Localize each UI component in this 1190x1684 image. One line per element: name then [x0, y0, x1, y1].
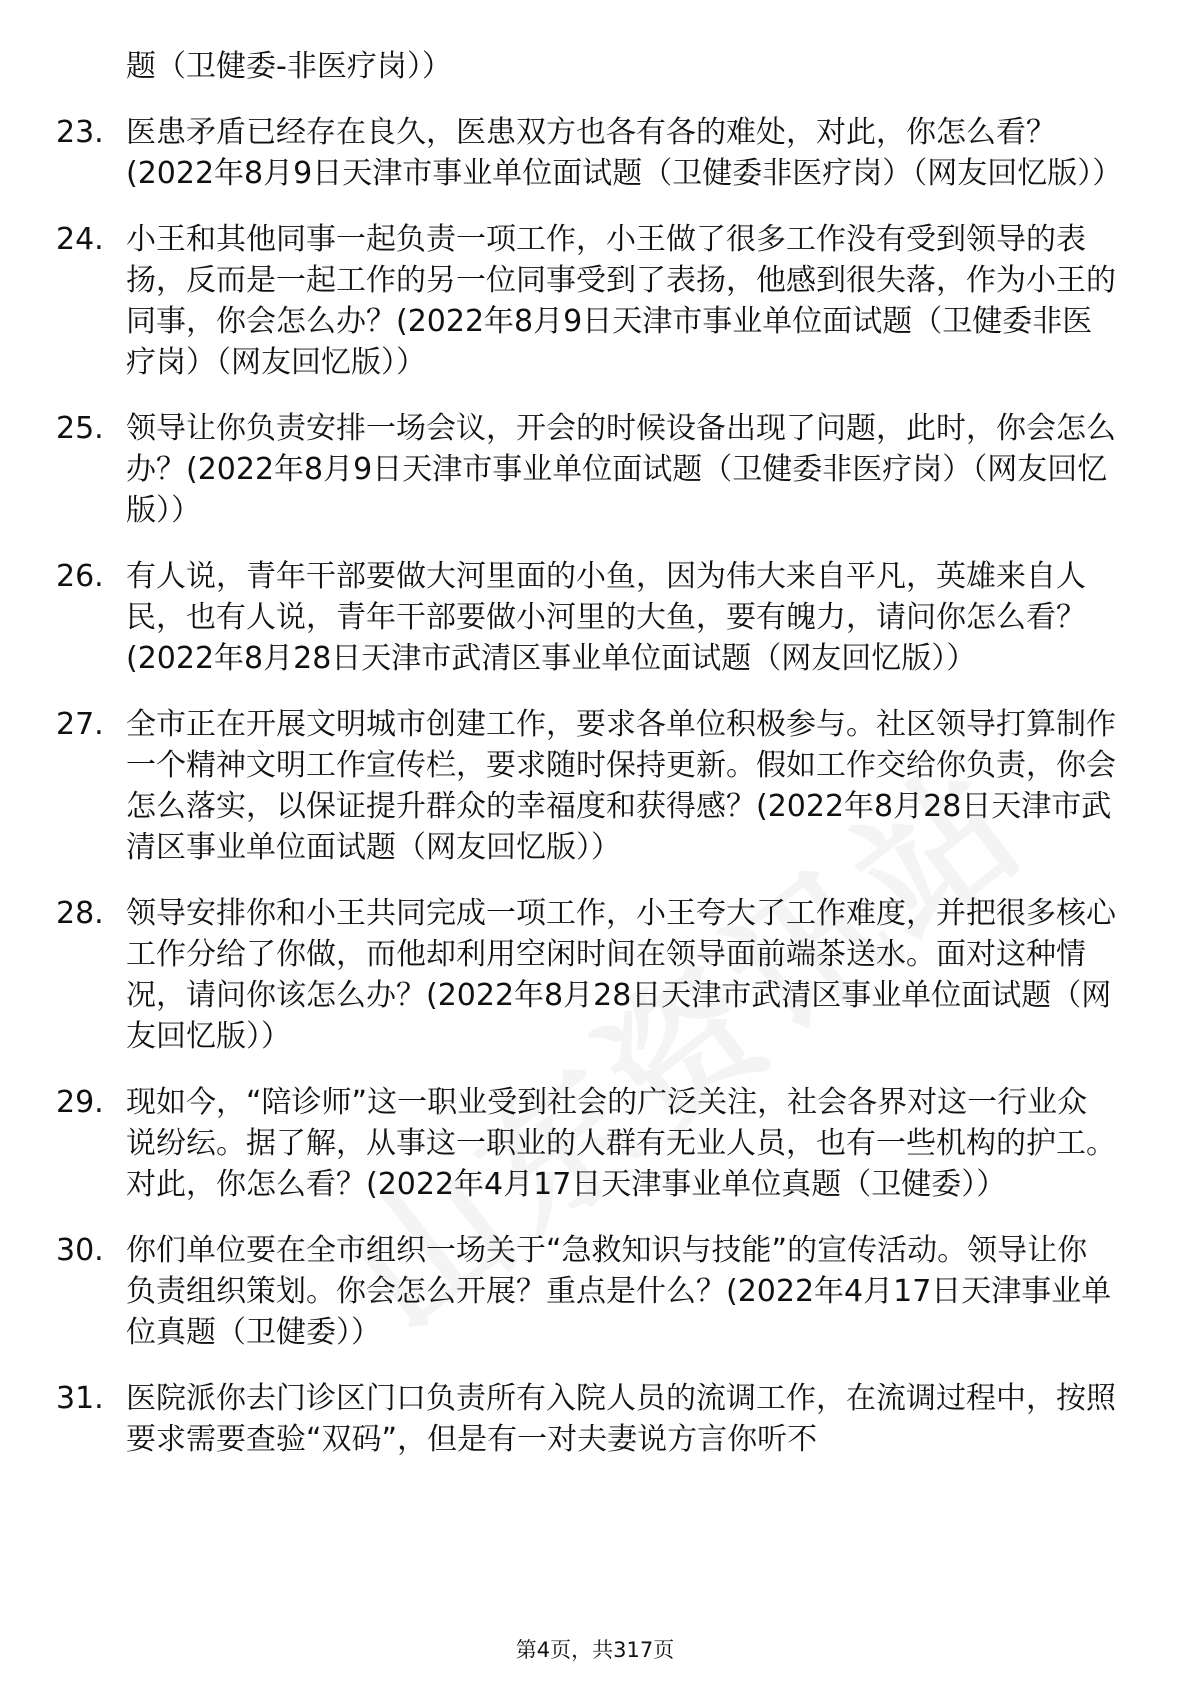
- continuation-text: 题（卫健委-非医疗岗））: [126, 49, 452, 84]
- question-number: 23.: [56, 115, 104, 150]
- question-number: 28.: [56, 896, 104, 931]
- question-number: 26.: [56, 559, 104, 594]
- question-item: [56, 1230, 1116, 1353]
- question-item: [56, 219, 1116, 383]
- question-number: 31.: [56, 1381, 104, 1416]
- question-number: 24.: [56, 222, 104, 257]
- question-item: [56, 1378, 1116, 1460]
- question-text: 现如今，“陪诊师”这一职业受到社会的广泛关注，社会各界对这一行业众说纷纭。据了解，从事这一职业的人群有无业人员，也有一些机构的护工。对此，你怎么看？(2022年4月17日天津事业单位真题（卫健委））: [126, 1085, 1116, 1202]
- question-text: 领导让你负责安排一场会议，开会的时候设备出现了问题，此时，你会怎么办？(2022年8月9日天津市事业单位面试题（卫健委非医疗岗）（网友回忆版））: [126, 411, 1116, 528]
- question-number: 29.: [56, 1085, 104, 1120]
- question-text: 有人说，青年干部要做大河里面的小鱼，因为伟大来自平凡，英雄来自人民，也有人说，青年干部要做小河里的大鱼，要有魄力，请问你怎么看？(2022年8月28日天津市武清区事业单位面试题（网友回忆版））: [126, 559, 1086, 676]
- question-text: 医患矛盾已经存在良久，医患双方也各有各的难处，对此，你怎么看？(2022年8月9日天津市事业单位面试题（卫健委非医疗岗）（网友回忆版））: [126, 115, 1123, 191]
- question-text: 全市正在开展文明城市创建工作，要求各单位积极参与。社区领导打算制作一个精神文明工作宣传栏，要求随时保持更新。假如工作交给你负责，你会怎么落实，以保证提升群众的幸福度和获得感？(2022年8月28日天津市武清区事业单位面试题（网友回忆版））: [126, 707, 1116, 865]
- question-number: 27.: [56, 707, 104, 742]
- question-text: 你们单位要在全市组织一场关于“急救知识与技能”的宣传活动。领导让你负责组织策划。你会怎么开展？重点是什么？(2022年4月17日天津事业单位真题（卫健委））: [126, 1233, 1112, 1350]
- question-text: 小王和其他同事一起负责一项工作，小王做了很多工作没有受到领导的表扬，反而是一起工作的另一位同事受到了表扬，他感到很失落，作为小王的同事，你会怎么办？(2022年8月9日天津市事业单位面试题（卫健委非医疗岗）（网友回忆版））: [126, 222, 1116, 380]
- question-item: [56, 704, 1116, 868]
- question-number: 25.: [56, 411, 104, 446]
- page-footer: 第4页，共317页: [515, 1638, 675, 1662]
- question-item: [56, 556, 1116, 679]
- question-item: [56, 893, 1116, 1057]
- question-text: 领导安排你和小王共同完成一项工作，小王夸大了工作难度，并把很多核心工作分给了你做，而他却利用空闲时间在领导面前端茶送水。面对这种情况，请问你该怎么办？(2022年8月28日天津市武清区事业单位面试题（网友回忆版））: [126, 896, 1116, 1054]
- question-item: [56, 1082, 1116, 1205]
- question-number: 30.: [56, 1233, 104, 1268]
- question-item: [56, 408, 1116, 531]
- question-list: [56, 46, 1123, 1485]
- question-item: [56, 112, 1123, 194]
- question-text: 医院派你去门诊区门口负责所有入院人员的流调工作，在流调过程中，按照要求需要查验“双码”，但是有一对夫妻说方言你听不: [126, 1381, 1116, 1457]
- question-items: [56, 112, 1123, 1460]
